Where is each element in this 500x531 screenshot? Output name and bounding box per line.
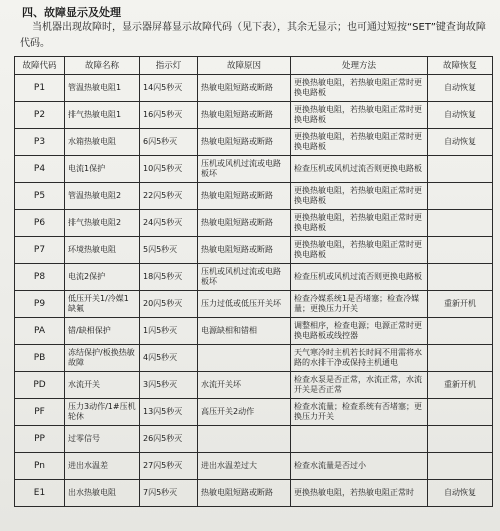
fault-recovery (428, 210, 493, 237)
fault-recovery (428, 156, 493, 183)
fault-name: 过零信号 (65, 426, 140, 453)
indicator-light: 24闪5秒灭 (140, 210, 198, 237)
fault-recovery (428, 399, 493, 426)
intro-paragraph (20, 20, 492, 52)
fault-cause: 电源缺相和错相 (198, 318, 291, 345)
fault-cause: 热敏电阻短路或断路 (198, 129, 291, 156)
fault-code: P5 (15, 183, 65, 210)
fault-recovery (428, 345, 493, 372)
fault-action: 检查压机或风机过流否则更换电路板 (291, 264, 428, 291)
fault-cause (198, 345, 291, 372)
fault-action: 检查压机或风机过流否则更换电路板 (291, 156, 428, 183)
fault-action: 更换热敏电阻，若热敏电阻正常时更换电路板 (291, 183, 428, 210)
fault-action: 更换热敏电阻，若热敏电阻正常时 (291, 480, 428, 507)
indicator-light: 22闪5秒灭 (140, 183, 198, 210)
fault-cause: 热敏电阻短路或断路 (198, 237, 291, 264)
fault-code: P3 (15, 129, 65, 156)
fault-action (291, 426, 428, 453)
indicator-light: 1闪5秒灭 (140, 318, 198, 345)
table-row (15, 129, 493, 156)
fault-name: 出水热敏电阻 (65, 480, 140, 507)
header-cause: 故障原因 (198, 57, 291, 75)
fault-action: 检查水泵是否正常，水流正常，水流开关是否正常 (291, 372, 428, 399)
indicator-light: 13闪5秒灭 (140, 399, 198, 426)
fault-cause: 热敏电阻短路或断路 (198, 75, 291, 102)
indicator-light: 10闪5秒灭 (140, 156, 198, 183)
fault-name: 水流开关 (65, 372, 140, 399)
fault-cause: 水流开关坏 (198, 372, 291, 399)
fault-recovery: 自动恢复 (428, 480, 493, 507)
indicator-light: 4闪5秒灭 (140, 345, 198, 372)
fault-code: PF (15, 399, 65, 426)
fault-cause: 热敏电阻短路或断路 (198, 210, 291, 237)
fault-cause: 高压开关2动作 (198, 399, 291, 426)
fault-recovery: 自动恢复 (428, 129, 493, 156)
fault-recovery (428, 318, 493, 345)
fault-recovery: 重新开机 (428, 372, 493, 399)
fault-name: 错/缺相保护 (65, 318, 140, 345)
fault-cause: 进出水温差过大 (198, 453, 291, 480)
table-row (15, 345, 493, 372)
table-row (15, 75, 493, 102)
fault-name: 环境热敏电阻 (65, 237, 140, 264)
fault-recovery: 重新开机 (428, 291, 493, 318)
indicator-light: 16闪5秒灭 (140, 102, 198, 129)
fault-code: PA (15, 318, 65, 345)
table-row (15, 372, 493, 399)
header-name: 故障名称 (65, 57, 140, 75)
header-recover: 故障恢复 (428, 57, 493, 75)
fault-action: 更换热敏电阻，若热敏电阻正常时更换电路板 (291, 237, 428, 264)
intro-text: 当机器出现故障时，显示器屏幕显示故障代码（见下表），其余无显示；也可通过短按“SET”键查询故障代码。 (20, 22, 486, 49)
fault-code: P7 (15, 237, 65, 264)
fault-code: P6 (15, 210, 65, 237)
fault-code: E1 (15, 480, 65, 507)
fault-cause: 压机或风机过流或电路板坏 (198, 156, 291, 183)
fault-cause: 热敏电阻短路或断路 (198, 480, 291, 507)
fault-code: P4 (15, 156, 65, 183)
fault-action: 检查水流量是否过小 (291, 453, 428, 480)
section-title: 四、故障显示及处理 (22, 6, 121, 19)
indicator-light: 6闪5秒灭 (140, 129, 198, 156)
fault-cause: 压机或风机过流或电路板坏 (198, 264, 291, 291)
fault-code: P2 (15, 102, 65, 129)
fault-recovery (428, 183, 493, 210)
fault-code: P8 (15, 264, 65, 291)
table-row (15, 210, 493, 237)
fault-recovery (428, 426, 493, 453)
fault-name: 管温热敏电阻1 (65, 75, 140, 102)
indicator-light: 18闪5秒灭 (140, 264, 198, 291)
fault-code: Pn (15, 453, 65, 480)
fault-name: 电流1保护 (65, 156, 140, 183)
fault-recovery (428, 453, 493, 480)
header-action: 处理方法 (291, 57, 428, 75)
fault-action: 更换热敏电阻，若热敏电阻正常时更换电路板 (291, 129, 428, 156)
fault-code: P1 (15, 75, 65, 102)
fault-action: 调整相序，检查电源；电源正常时更换电路板或线控器 (291, 318, 428, 345)
fault-action: 检查水流量；检查系统有否堵塞；更换压力开关 (291, 399, 428, 426)
table-row (15, 183, 493, 210)
fault-cause (198, 426, 291, 453)
fault-code: PD (15, 372, 65, 399)
table-row (15, 156, 493, 183)
indicator-light: 7闪5秒灭 (140, 480, 198, 507)
table-row (15, 264, 493, 291)
table-row (15, 291, 493, 318)
header-code: 故障代码 (15, 57, 65, 75)
indicator-light: 20闪5秒灭 (140, 291, 198, 318)
table-header-row (15, 57, 493, 75)
indicator-light: 5闪5秒灭 (140, 237, 198, 264)
indicator-light: 14闪5秒灭 (140, 75, 198, 102)
indicator-light: 3闪5秒灭 (140, 372, 198, 399)
table-row (15, 453, 493, 480)
fault-recovery (428, 237, 493, 264)
fault-code-table (14, 56, 493, 507)
fault-cause: 热敏电阻短路或断路 (198, 183, 291, 210)
fault-name: 低压开关1/冷媒1缺氟 (65, 291, 140, 318)
fault-recovery (428, 264, 493, 291)
table-row (15, 318, 493, 345)
fault-cause: 热敏电阻短路或断路 (198, 102, 291, 129)
table-row (15, 237, 493, 264)
fault-name: 排气热敏电阻1 (65, 102, 140, 129)
fault-action: 天气寒冷时主机若长时间不用需将水路的水排干净或保持主机通电 (291, 345, 428, 372)
fault-recovery: 自动恢复 (428, 102, 493, 129)
fault-cause: 压力过低或低压开关坏 (198, 291, 291, 318)
fault-code: P9 (15, 291, 65, 318)
fault-name: 水箱热敏电阻 (65, 129, 140, 156)
fault-name: 压力3动作/1#压机轮休 (65, 399, 140, 426)
fault-code: PB (15, 345, 65, 372)
fault-action: 检查冷媒系统1是否堵塞；检查冷媒量；更换压力开关 (291, 291, 428, 318)
fault-name: 进出水温差 (65, 453, 140, 480)
indicator-light: 27闪5秒灭 (140, 453, 198, 480)
table-row (15, 426, 493, 453)
table-row (15, 399, 493, 426)
table-row (15, 480, 493, 507)
fault-action: 更换热敏电阻，若热敏电阻正常时更换电路板 (291, 102, 428, 129)
fault-name: 排气热敏电阻2 (65, 210, 140, 237)
fault-action: 更换热敏电阻，若热敏电阻正常时更换电路板 (291, 210, 428, 237)
table-row (15, 102, 493, 129)
indicator-light: 26闪5秒灭 (140, 426, 198, 453)
fault-name: 冻结保护/板换热敏故障 (65, 345, 140, 372)
fault-name: 电流2保护 (65, 264, 140, 291)
header-light: 指示灯 (140, 57, 198, 75)
fault-recovery: 自动恢复 (428, 75, 493, 102)
fault-action: 更换热敏电阻，若热敏电阻正常时更换电路板 (291, 75, 428, 102)
fault-code: PP (15, 426, 65, 453)
fault-name: 管温热敏电阻2 (65, 183, 140, 210)
